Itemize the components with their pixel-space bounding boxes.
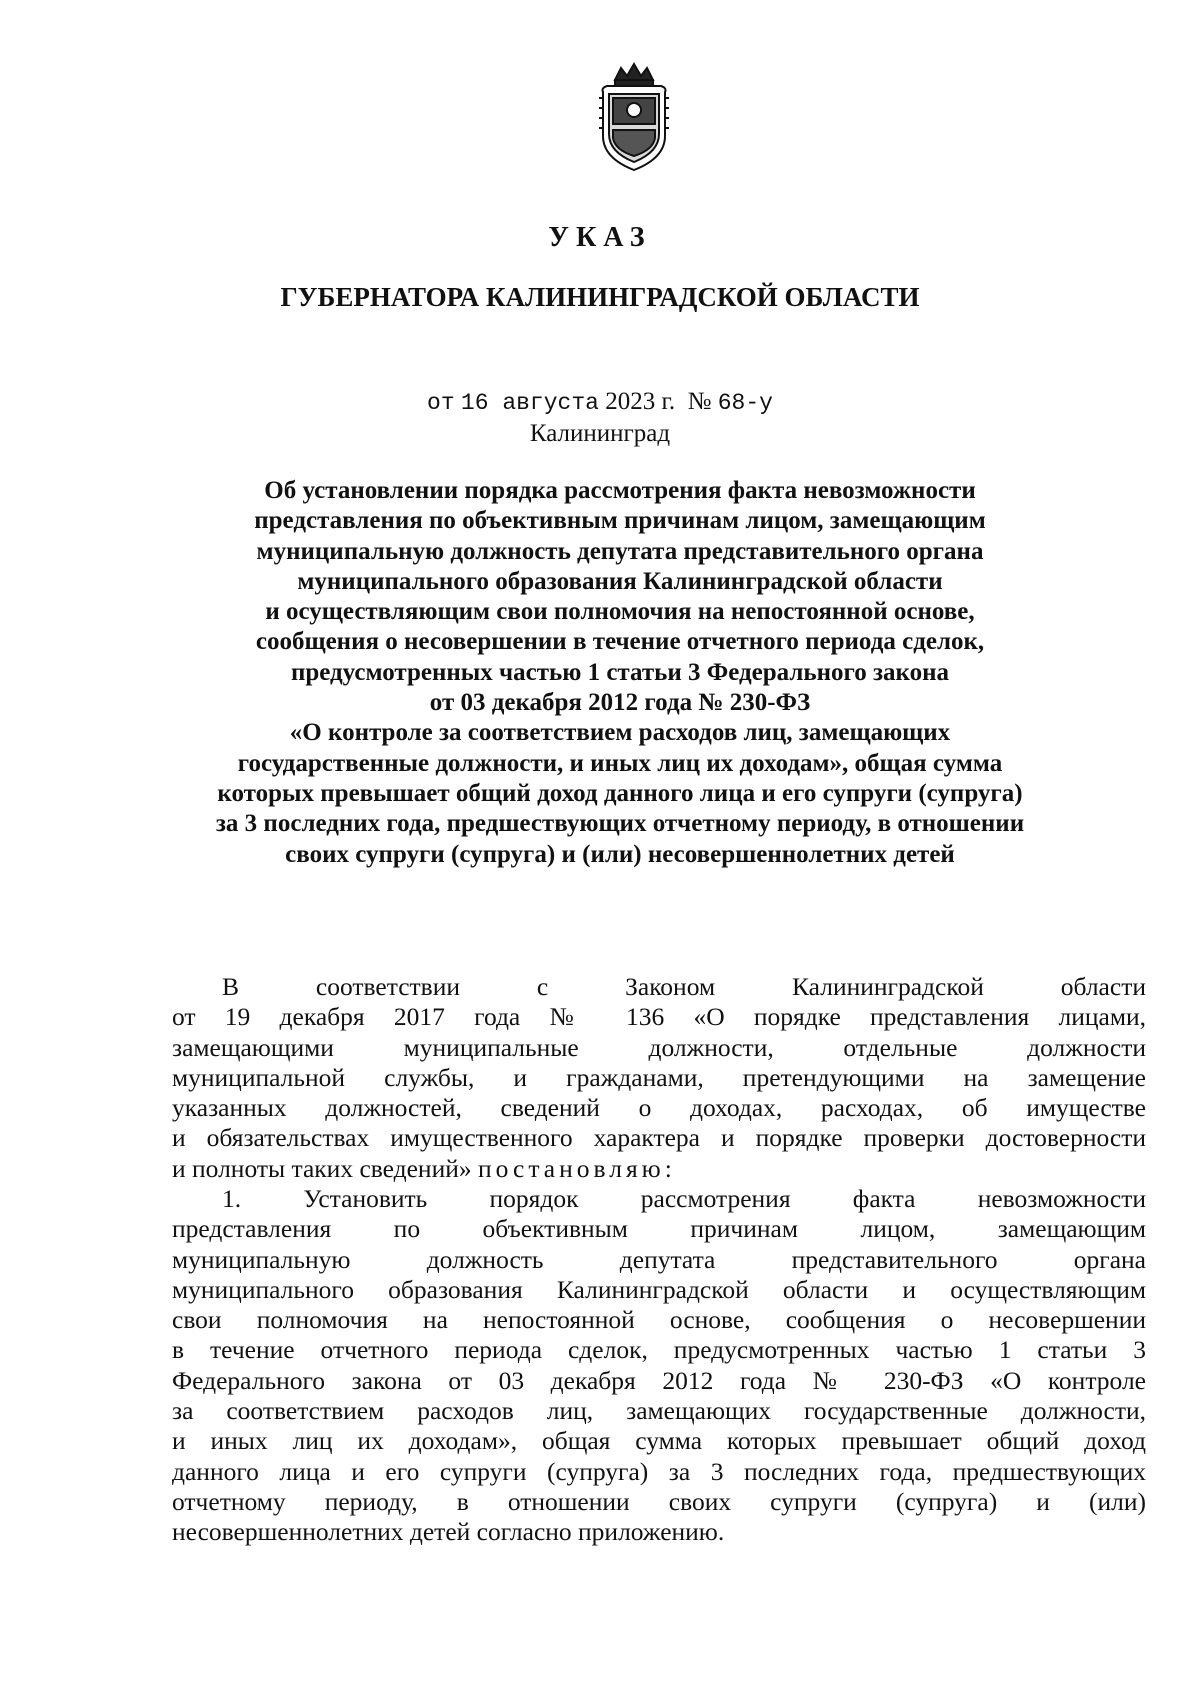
paragraph-1 bbox=[172, 1184, 1146, 1548]
paragraph-line: отчетному периоду, в отношении своих супруги (супруга) и (или) bbox=[172, 1486, 1146, 1516]
paragraph-line: в течение отчетного периода сделок, предусмотренных частью 1 статьи 3 bbox=[172, 1335, 1146, 1365]
date-value: 16 августа bbox=[460, 390, 599, 416]
preamble-paragraph bbox=[172, 972, 1146, 1184]
document-type-heading: УКАЗ bbox=[548, 222, 652, 253]
paragraph-line: и иных лиц их доходам», общая сумма которых превышает общий доход bbox=[172, 1426, 1146, 1456]
paragraph-line: муниципальную должность депутата представительного органа bbox=[172, 1244, 1146, 1274]
title-line: и осуществляющим свои полномочия на непостоянной основе, bbox=[265, 598, 975, 626]
title-line: Об установлении порядка рассмотрения факта невозможности bbox=[264, 477, 976, 504]
paragraph-line: представления по объективным причинам лицом, замещающим bbox=[172, 1214, 1146, 1244]
date-prefix: от bbox=[427, 390, 455, 416]
title-line: «О контроле за соответствием расходов лиц, замещающих bbox=[289, 719, 951, 747]
title-line: муниципальную должность депутата представительного органа bbox=[256, 537, 984, 565]
preamble-last-line bbox=[172, 1154, 1146, 1184]
decree-number: 68-у bbox=[717, 390, 773, 416]
paragraph-line: муниципального образования Калининградской области и осуществляющим bbox=[172, 1274, 1146, 1304]
preamble-line: муниципальной службы, и гражданами, претендующими на замещение bbox=[172, 1062, 1146, 1092]
title-line: предусмотренных частью 1 статьи 3 Федерального закона bbox=[290, 658, 950, 686]
decree-title bbox=[160, 476, 1080, 870]
decree-word: постановляю: bbox=[478, 1153, 676, 1183]
preamble-line: и полноты таких сведений» bbox=[172, 1153, 472, 1183]
title-line: сообщения о несовершении в течение отчетного периода сделок, bbox=[255, 628, 985, 656]
issuing-authority-heading: ГУБЕРНАТОРА КАЛИНИНГРАДСКОЙ ОБЛАСТИ bbox=[280, 282, 920, 312]
title-line: представления по объективным причинам лицом, замещающим bbox=[254, 507, 986, 535]
date-number-line bbox=[0, 388, 1200, 416]
preamble-line: замещающими муниципальные должности, отдельные должности bbox=[172, 1032, 1146, 1062]
city-name: Калининград bbox=[529, 420, 671, 447]
coat-of-arms-icon bbox=[593, 58, 675, 174]
preamble-line: и обязательствах имущественного характера и порядке проверки достоверности bbox=[172, 1123, 1146, 1153]
preamble-line: указанных должностей, сведений о доходах, расходах, об имуществе bbox=[172, 1093, 1146, 1123]
title-line: своих супруги (супруга) и (или) несовершеннолетних детей bbox=[285, 840, 955, 868]
title-line: которых превышает общий доход данного лица и его супруги (супруга) bbox=[217, 779, 1023, 807]
title-line: государственные должности, и иных лиц их доходам», общая сумма bbox=[237, 749, 1003, 777]
date-year: 2023 г. bbox=[605, 388, 676, 415]
title-line: за 3 последних года, предшествующих отчетному периоду, в отношении bbox=[215, 810, 1025, 838]
paragraph-line: 1. Установить порядок рассмотрения факта невозможности bbox=[222, 1184, 1146, 1213]
preamble-line: от 19 декабря 2017 года № 136 «О порядке представления лицами, bbox=[172, 1002, 1146, 1032]
title-line: муниципального образования Калининградской области bbox=[297, 567, 943, 595]
paragraph-line: за соответствием расходов лиц, замещающих государственные должности, bbox=[172, 1396, 1146, 1426]
paragraph-line: Федерального закона от 03 декабря 2012 года № 230-ФЗ «О контроле bbox=[172, 1365, 1146, 1395]
paragraph-line: несовершеннолетних детей согласно приложению. bbox=[172, 1517, 725, 1547]
paragraph-line: данного лица и его супруги (супруга) за 3 последних года, предшествующих bbox=[172, 1456, 1146, 1486]
preamble-line: В соответствии с Законом Калининградской области bbox=[222, 972, 1146, 1001]
number-sign: № bbox=[687, 388, 712, 415]
title-line: от 03 декабря 2012 года № 230-ФЗ bbox=[429, 689, 811, 717]
paragraph-line: свои полномочия на непостоянной основе, сообщения о несовершении bbox=[172, 1305, 1146, 1335]
